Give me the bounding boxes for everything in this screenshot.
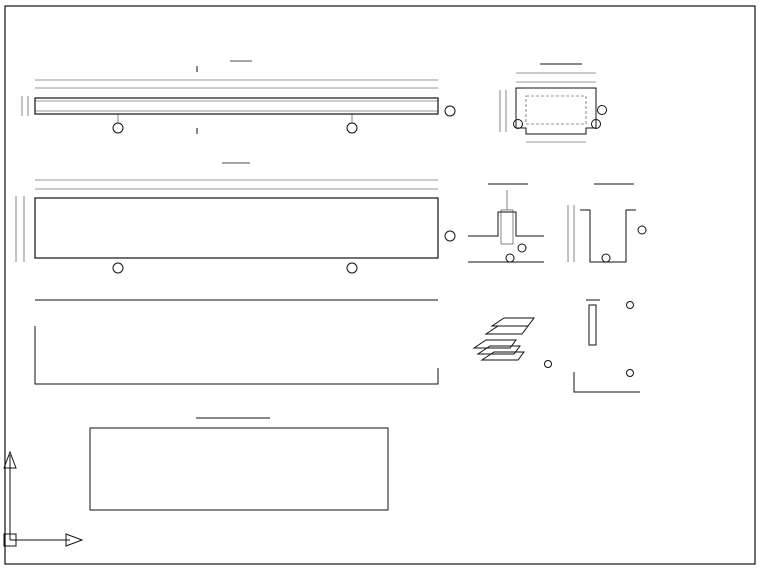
slab-plan-grid (35, 198, 438, 258)
bar-drawings (35, 300, 438, 384)
hook-shapes (474, 300, 640, 392)
rebar-detail (568, 184, 646, 262)
material-table (90, 418, 388, 510)
beam-elevation (35, 98, 438, 114)
plan-view (16, 163, 455, 273)
elevation-view (22, 61, 455, 134)
ucs-icon (4, 452, 82, 546)
section-a-a (500, 64, 607, 142)
drawing-border (5, 6, 755, 564)
joint-detail (468, 184, 544, 262)
